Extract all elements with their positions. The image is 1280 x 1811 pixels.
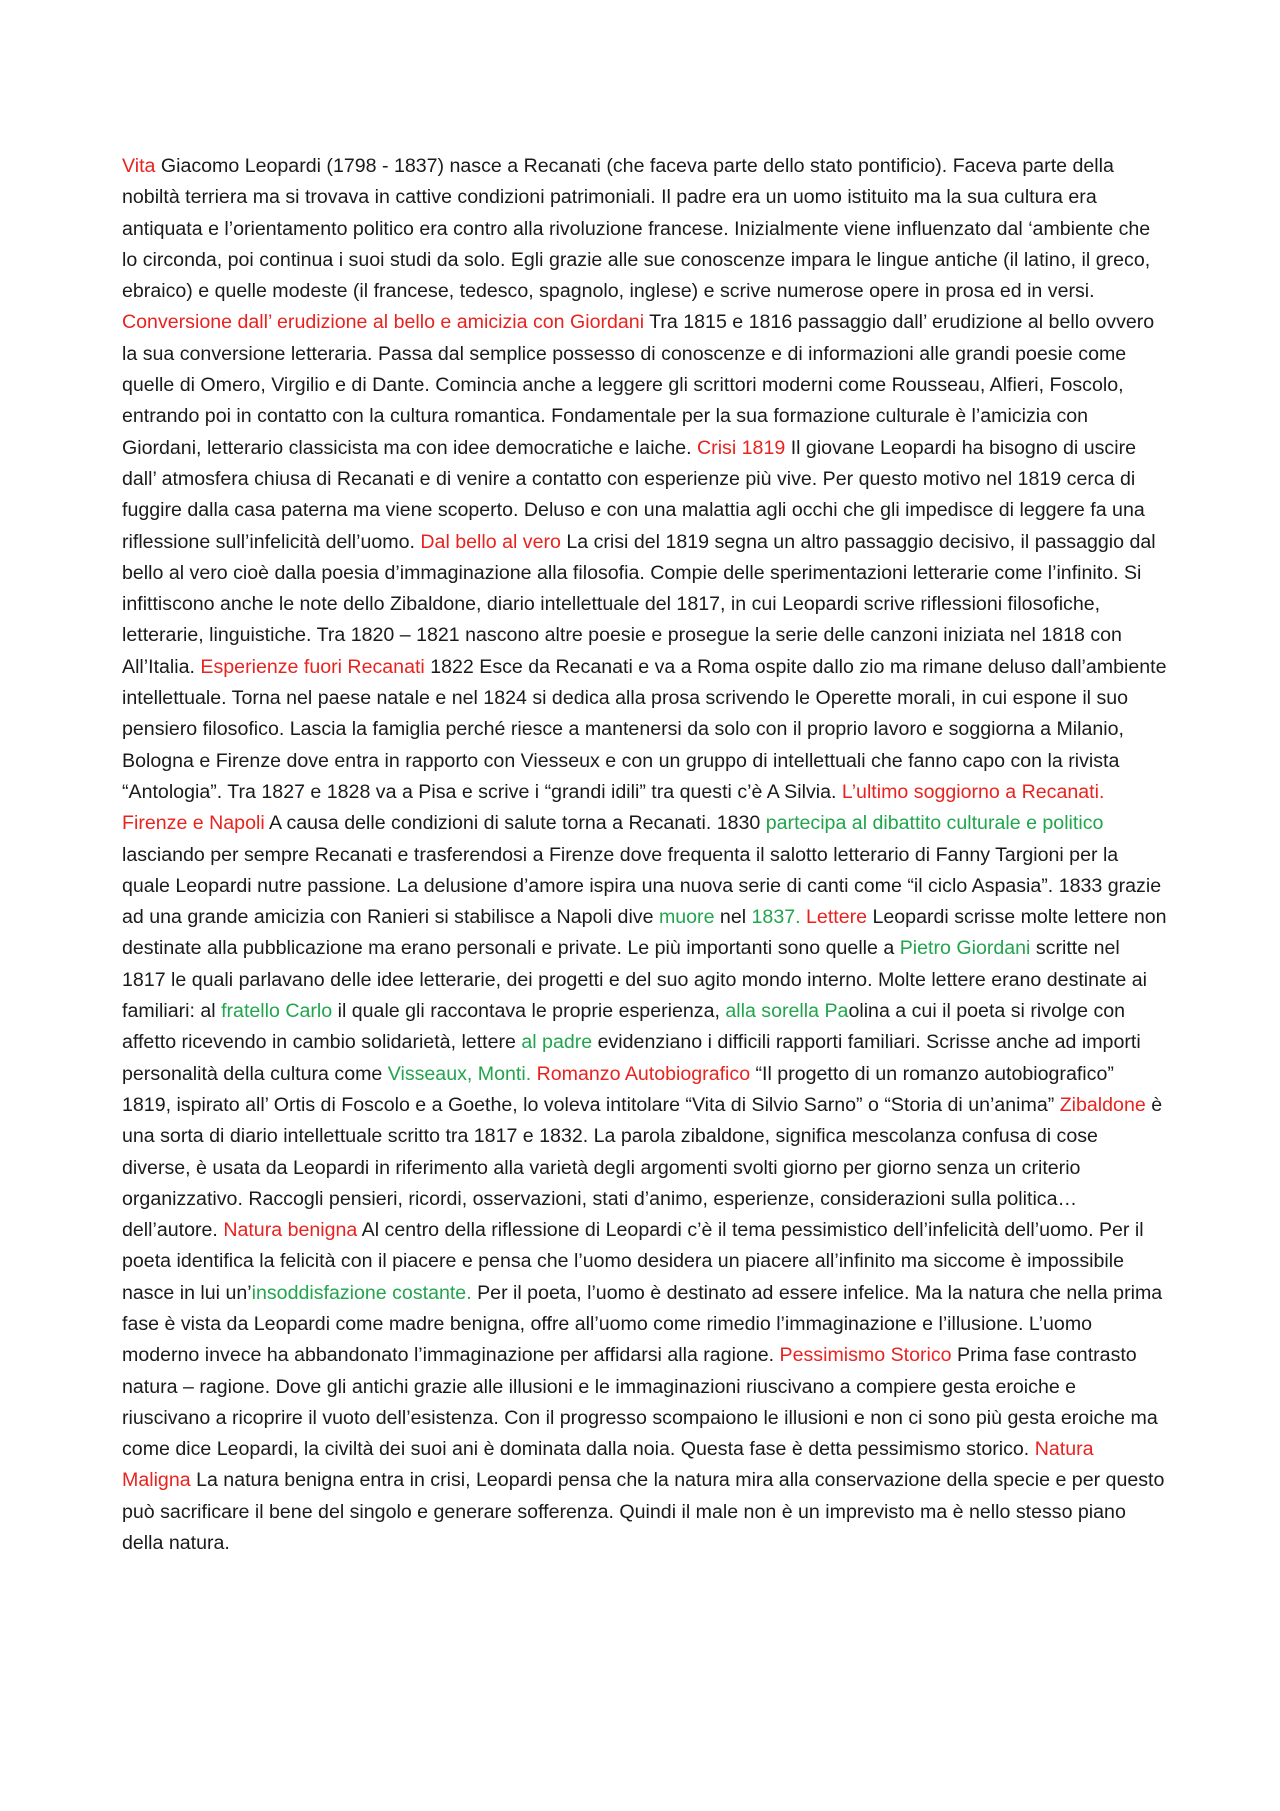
document-body-paragraph [122,151,1167,1559]
body-text-run: Giacomo Leopardi (1798 - 1837) nasce a Recanati (che faceva parte dello stato pontificio). Faceva parte della nobiltà terriera ma si trovava in cattive condizioni patrimoniali. Il padre era un uomo istituito ma la sua cultura era antiquata e l’orientamento politico era contro alla rivoluzione francese. Inizialmente viene influenzato dal ‘ambiente che lo circonda, poi continua i suoi studi da solo. Egli grazie alle sue conoscenze impara le lingue antiche (il latino, il greco, ebraico) e quelle modeste (il francese, tedesco, spagnolo, inglese) e scrive numerose opere in prosa ed in versi. [122,155,1151,303]
section-heading: Esperienze fuori Recanati [200,655,425,678]
body-text-run: Leopardi scrisse molte lettere non destinate alla pubblicazione ma erano personali e private. Le più importanti sono quelle a [122,906,1167,960]
section-heading: L’ultimo soggiorno a Recanati. Firenze e Napoli [122,780,1105,835]
section-heading: Crisi 1819 [697,436,786,459]
section-heading: Romanzo Autobiografico [536,1062,751,1085]
body-text-run: è una sorta di diario intellettuale scritto tra 1817 e 1832. La parola zibaldone, significa mescolanza confusa di cose diverse, è usata da Leopardi in riferimento alla varietà degli argomenti svolti giorno per giorno senza un criterio organizzativo. Raccogli pensieri, ricordi, osservazioni, stati d’animo, esperienze, considerazioni sulla politica… dell’autore. [122,1093,1163,1242]
body-text-run: nel [714,906,752,929]
highlighted-text: partecipa al dibattito culturale e politico [765,812,1104,835]
highlighted-text: Pietro Giordani [899,937,1031,960]
body-text-run: 1822 Esce da Recanati e va a Roma ospite dallo zio ma rimane deluso dall’ambiente intellettuale. Torna nel paese natale e nel 1824 si dedica alla prosa scrivendo le Operette morali, in cui espone il suo pensiero filosofico. Lascia la famiglia perché riesce a mantenersi da solo con il proprio lavoro e soggiorna a Milanio, Bologna e Firenze dove entra in rapporto con Viesseux e con un gruppo di intellettuali che fanno capo con la rivista “Antologia”. Tra 1827 e 1828 va a Pisa e scrive i “grandi idili” tra questi c’è A Silvia. [122,655,1167,803]
body-text-run: lasciando per sempre Recanati e trasferendosi a Firenze dove frequenta il salotto letterario di Fanny Targioni per la quale Leopardi nutre passione. La delusione d’amore ispira una nuova serie di canti come “il ciclo Aspasia”. 1833 grazie ad una grande amicizia con Ranieri si stabilisce a Napoli dive [122,843,1162,929]
highlighted-text: alla sorella Pa [725,1000,849,1023]
body-text-run: Per il poeta, l’uomo è destinato ad essere infelice. Ma la natura che nella prima fase è vista da Leopardi come madre benigna, offre all’uomo come rimedio l’immaginazione e l’illusione. L’uomo moderno invece ha abbandonato l’immaginazione per affidarsi alla ragione. [122,1281,1163,1367]
section-heading: Conversione dall’ erudizione al bello e amicizia con Giordani [122,311,645,334]
body-text-run: Il giovane Leopardi ha bisogno di uscire dall’ atmosfera chiusa di Recanati e di venire a contatto con esperienze più vive. Per questo motivo nel 1819 cerca di fuggire dalla casa paterna ma viene scoperto. Deluso e con una malattia agli occhi che gli impedisce di leggere fa una riflessione sull’infelicità dell’uomo. [122,436,1145,553]
section-heading: Lettere [806,906,868,929]
body-text-run: il quale gli raccontava le proprie esperienza, [332,1000,726,1023]
highlighted-text: al padre [521,1031,593,1054]
body-text-run: “Il progetto di un romanzo autobiografico” 1819, ispirato all’ Ortis di Foscolo e a Goethe, lo voleva intitolare “Vita di Silvio Sarno” o “Storia di un’anima” [122,1062,1114,1116]
section-heading: Natura benigna [223,1219,358,1242]
highlighted-text: Visseaux, Monti. [387,1062,532,1085]
body-text-run: olina a cui il poeta si rivolge con affetto ricevendo in cambio solidarietà, lettere [122,1000,1126,1054]
body-text-run: Al centro della riflessione di Leopardi c’è il tema pessimistico dell’infelicità dell’uomo. Per il poeta identifica la felicità con il piacere e pensa che l’uomo desidera un piacere all’infinito ma siccome è impossibile nasce in lui un’ [122,1219,1144,1304]
body-text-run: Tra 1815 e 1816 passaggio dall’ erudizione al bello ovvero la sua conversione letteraria. Passa dal semplice possesso di conoscenze e di informazioni alle grandi poesie come quelle di Omero, Virgilio e di Dante. Comincia anche a leggere gli scrittori moderni come Rousseau, Alfieri, Foscolo, entrando poi in contatto con la cultura romantica. Fondamentale per la sua formazione culturale è l’amicizia con Giordani, letterario classicista ma con idee democratiche e laiche. [122,311,1155,459]
body-text-run: evidenziano i difficili rapporti familiari. Scrisse anche ad importi personalità della cultura come [122,1031,1141,1085]
body-text-run: scritte nel 1817 le quali parlavano delle idee letterarie, dei progetti e del suo agito mondo interno. Molte lettere erano destinate ai familiari: al [122,937,1147,1023]
highlighted-text: 1837. [751,906,801,929]
section-heading: Zibaldone [1059,1093,1146,1116]
section-heading: Pessimismo Storico [779,1344,952,1367]
body-text-run: La crisi del 1819 segna un altro passaggio decisivo, il passaggio dal bello al vero cioè dalla poesia d’immaginazione alla filosofia. Compie delle sperimentazioni letterarie come l’infinito. Si infittiscono anche le note dello Zibaldone, diario intellettuale del 1817, in cui Leopardi scrive riflessioni filosofiche, letterarie, linguistiche. Tra 1820 – 1821 nascono altre poesie e prosegue la serie delle canzoni iniziata nel 1818 con All’Italia. [122,530,1156,678]
highlighted-text: muore [658,906,715,929]
body-text-run: Prima fase contrasto natura – ragione. Dove gli antichi grazie alle illusioni e le immaginazioni riuscivano a compiere gesta eroiche e riuscivano a ricoprire il vuoto dell’esistenza. Con il progresso scompaiono le illusioni e non ci sono più gesta eroiche ma come dice Leopardi, la civiltà dei suoi ani è dominata dalla noia. Questa fase è detta pessimismo storico. [122,1344,1158,1461]
body-text-run: A causa delle condizioni di salute torna a Recanati. 1830 [264,812,766,835]
document-page [122,151,1167,1559]
highlighted-text: fratello Carlo [221,1000,333,1023]
section-heading: Natura Maligna [122,1438,1094,1492]
body-text-run: La natura benigna entra in crisi, Leopardi pensa che la natura mira alla conservazione della specie e per questo può sacrificare il bene del singolo e generare sofferenza. Quindi il male non è un imprevisto ma è nello stesso piano della natura. [122,1469,1165,1555]
section-heading: Dal bello al vero [420,530,561,553]
section-heading: Vita [122,155,156,177]
highlighted-text: insoddisfazione costante. [251,1281,472,1304]
